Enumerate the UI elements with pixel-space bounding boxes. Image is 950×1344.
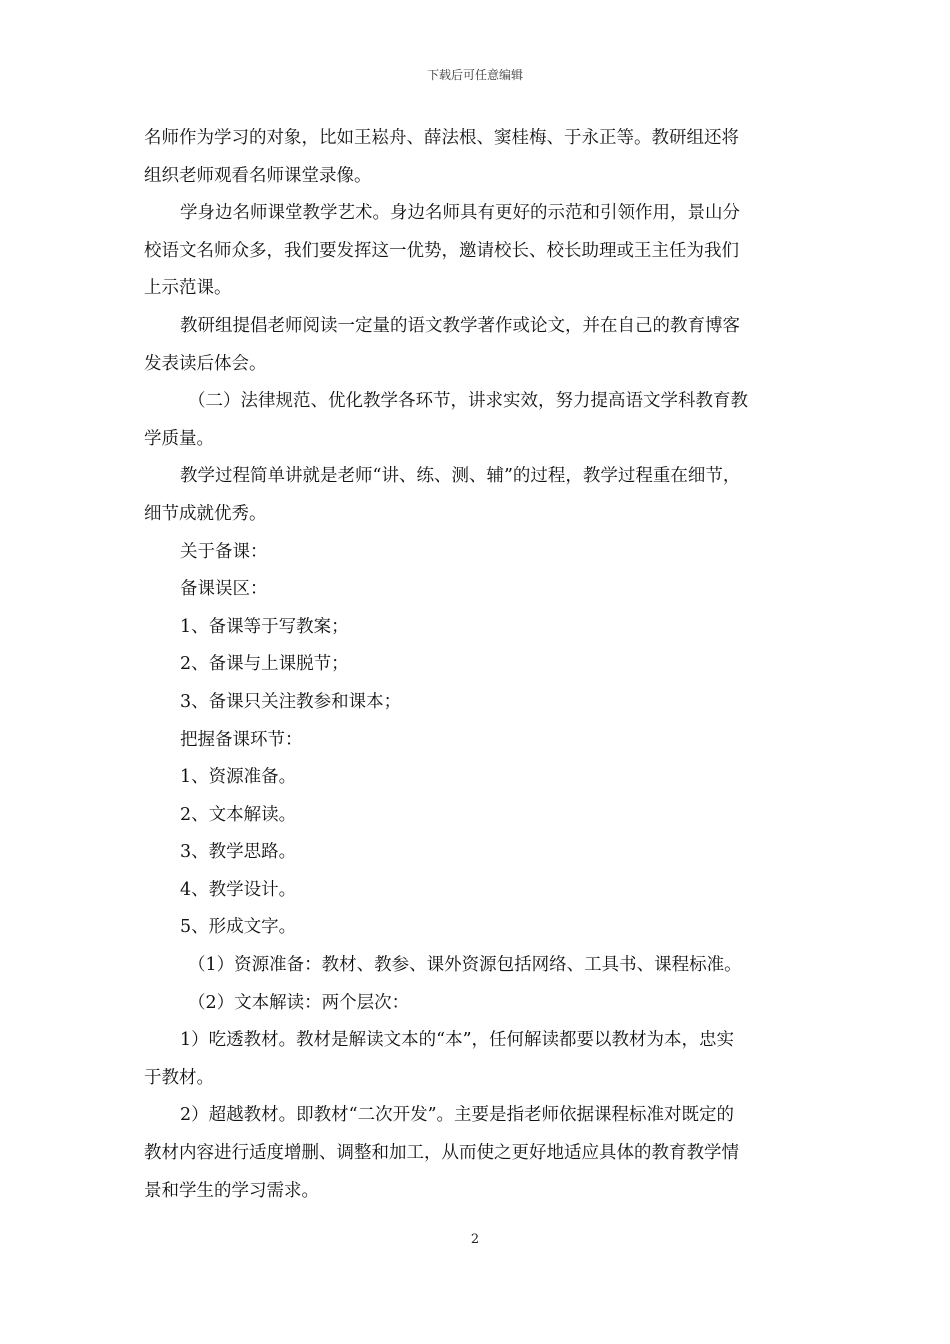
body-line: 3、备课只关注教参和课本； xyxy=(180,691,402,712)
body-line: 1）吃透教材。教材是解读文本的“本”，任何解读都要以教材为本，忠实 xyxy=(180,1030,735,1051)
body-line: 3、教学思路。 xyxy=(180,842,297,863)
body-line: 校语文名师众多，我们要发挥这一优势，邀请校长、校长助理或王主任为我们 xyxy=(144,240,739,261)
body-line: 发表读后体会。 xyxy=(144,353,267,374)
body-line: 1、资源准备。 xyxy=(180,767,297,788)
body-line: 学身边名师课堂教学艺术。身边名师具有更好的示范和引领作用，景山分 xyxy=(180,203,740,224)
body-line: 备课误区： xyxy=(180,579,268,600)
page-number: 2 xyxy=(470,1232,480,1247)
body-line: 2、文本解读。 xyxy=(180,804,297,825)
body-line: （1）资源准备：教材、教参、课外资源包括网络、工具书、课程标准。 xyxy=(188,955,742,976)
body-line: 教研组提倡老师阅读一定量的语文教学著作或论文，并在自己的教育博客 xyxy=(180,315,740,336)
body-line: 教学过程简单讲就是老师“讲、练、测、辅”的过程，教学过程重在细节， xyxy=(180,466,741,487)
body-line: 教材内容进行适度增删、调整和加工，从而使之更好地适应具体的教育教学情 xyxy=(144,1143,739,1164)
document-body xyxy=(144,120,820,1210)
body-line: （2）文本解读：两个层次： xyxy=(188,992,410,1013)
body-line: 上示范课。 xyxy=(144,278,232,299)
body-line: 2、备课与上课脱节； xyxy=(180,654,349,675)
body-line: 景和学生的学习需求。 xyxy=(144,1180,319,1201)
body-line: 把握备课环节： xyxy=(180,729,303,750)
body-line: 5、形成文字。 xyxy=(180,917,297,938)
body-line: 细节成就优秀。 xyxy=(144,503,267,524)
body-line: 4、教学设计。 xyxy=(180,879,297,900)
body-line: 学质量。 xyxy=(144,428,214,449)
body-line: 1、备课等于写教案； xyxy=(180,616,349,637)
body-line: （二）法律规范、优化教学各环节，讲求实效，努力提高语文学科教育教 xyxy=(188,391,748,412)
body-line: 名师作为学习的对象，比如王崧舟、薛法根、窦桂梅、于永正等。教研组还将 xyxy=(144,128,739,148)
page-header: 下载后可任意编辑 xyxy=(426,68,523,82)
body-line: 组织老师观看名师课堂录像。 xyxy=(144,165,372,186)
body-line: 关于备课： xyxy=(180,541,268,562)
body-line: 2）超越教材。即教材“二次开发”。主要是指老师依据课程标准对既定的 xyxy=(180,1105,735,1126)
body-line: 于教材。 xyxy=(144,1067,214,1088)
